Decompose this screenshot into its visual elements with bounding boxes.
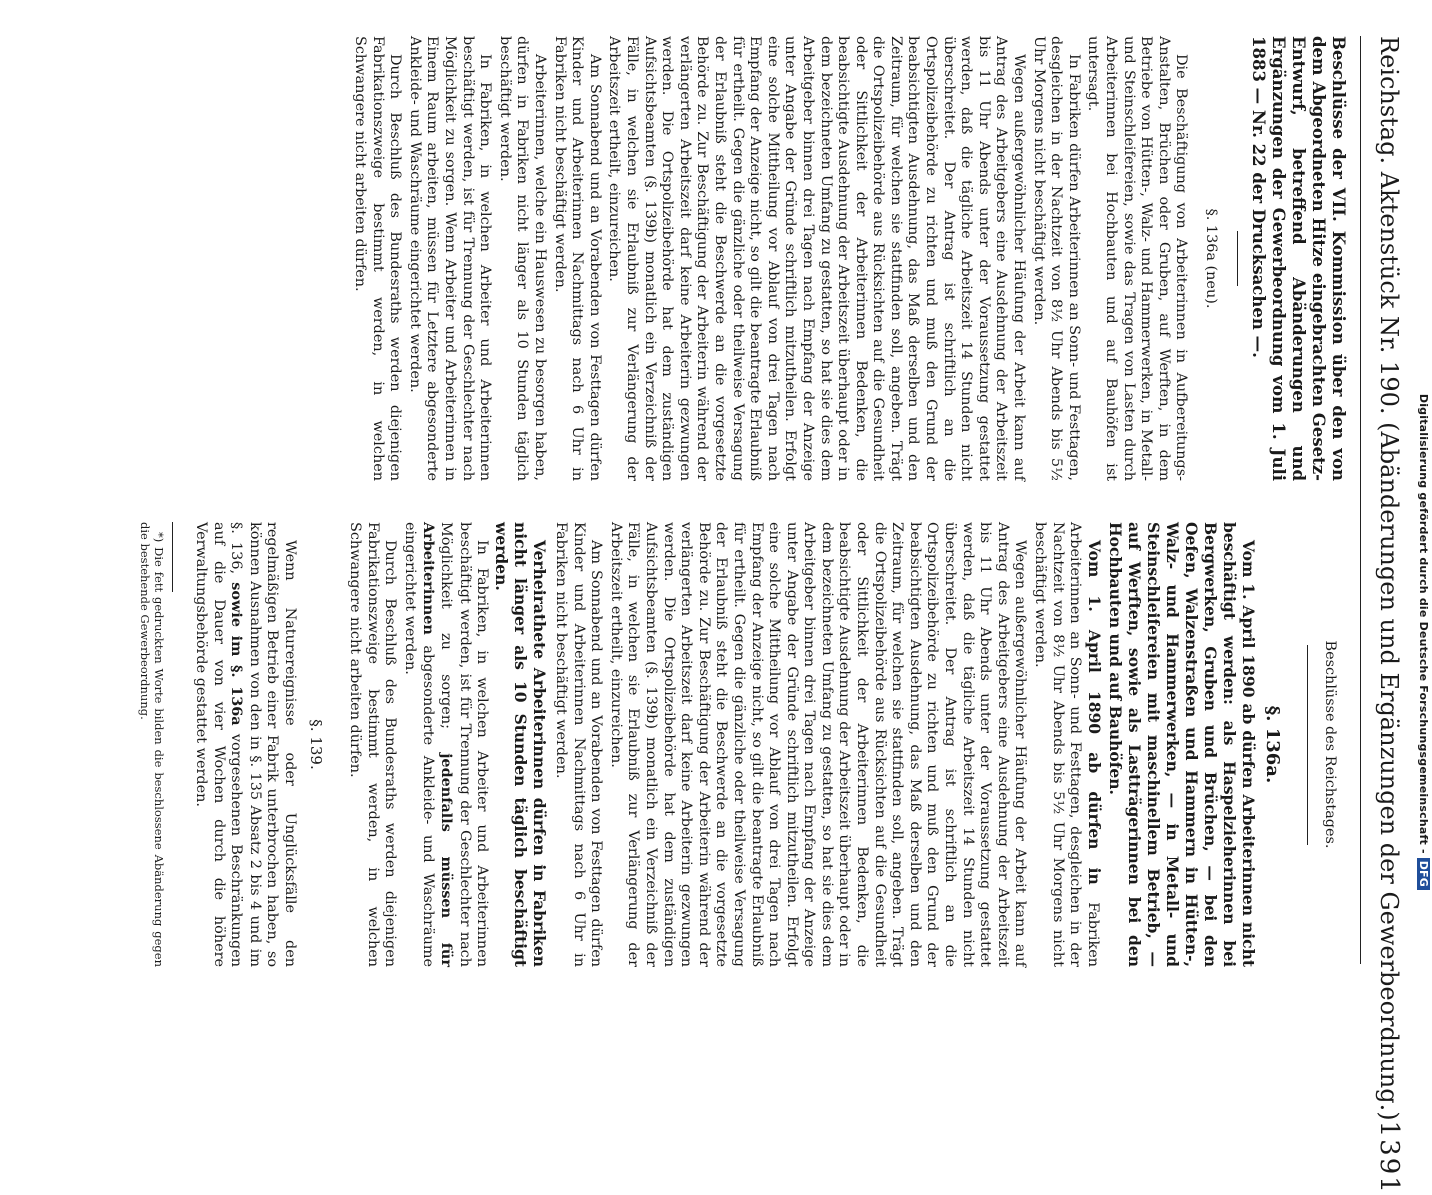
paragraph: Am Sonnabend und an Vorabenden von Festtagen dürfen Kinder und Arbeiterinnen Nachmittags nach 6 Uhr in Fabriken nicht beschäftigt werden. (551, 36, 603, 481)
digitization-text: Digitalisierung gefördert durch die Deutsche Forschungsgemeinschaft - (1417, 393, 1430, 854)
header-title: Reichstag. Aktenstück Nr. 190. (Abänderungen und Ergänzungen der Gewerbeordnung.) (1375, 36, 1403, 1121)
paragraph (1030, 522, 1103, 967)
dfg-badge: DFG (1417, 858, 1430, 890)
page-header (1364, 36, 1404, 1195)
paragraph: Wegen außergewöhnlicher Häufung der Arbeit kann auf Antrag des Arbeitgebers eine Ausdehnung der Arbeitszeit bis 11 Uhr Abends unter der Voraussetzung gestattet werden, daß die tägliche Arbeitszeit 14 Stunden nicht überschreitet. Der Antrag ist schriftlich an die Ortspolizeibehörde zu richten und muß den Grund der beabsichtigten Ausdehnung, das Maß derselben und den Zeitraum, für welchen sie stattfinden soll, angeben. Trägt die Ortspolizeibehörde aus Rücksichten auf die Gesundheit oder Sittlichkeit der Arbeiterinnen Bedenken, die beabsichtigte Ausdehnung der Arbeitszeit überhaupt oder in dem bezeichneten Umfang zu gestatten, so hat sie dies dem Arbeitgeber binnen drei Tagen nach Empfang der Anzeige unter Angabe der Gründe schriftlich mitzutheilen. Erfolgt eine solche Mittheilung vor Ablauf von drei Tagen nach Empfang der Anzeige nicht, so gilt die beantragte Erlaubniß für ertheilt. Gegen die gänzliche oder theilweise Versagung der Erlaubniß steht die Beschwerde an die vorgesetzte Behörde zu. Zur Beschäftigung der Arbeiterin während der verlängerten Arbeitszeit darf keine Arbeiterin gezwungen werden. Die Ortspolizeibehörde hat dem zuständigen Aufsichtsbeamten (§. 139b) monatlich ein Verzeichniß der Fälle, in welchen sie Erlaubniß zur Verlängerung der Arbeitszeit ertheilt, einzureichen. (606, 36, 1028, 481)
section-heading: §. 136a (neu). (1203, 208, 1219, 309)
paragraph-text: Fabriken Arbeiterinnen an Sonn- und Festtagen, desgleichen in der Nachtzeit von 8½ Uhr Abends bis 5½ Uhr Morgens nicht beschäftigt werden. (1032, 522, 1101, 967)
bold-phrase: jedenfalls müssen für Arbeiterinnen (419, 522, 456, 967)
paragraph: Durch Beschluß des Bundesraths werden diejenigen Fabrikationszweige bestimmt werden, in welchen Schwangere nicht arbeiten dürfen. (352, 36, 404, 481)
footnote: *) Die fett gedruckten Worte bilden die beschlossene Abänderung gegen die bestehende Gewerbeordnung. (138, 522, 167, 967)
paragraph-text: abgesonderte Ankleide- und Waschräume eingerichtet werden. (402, 522, 436, 968)
paragraph (400, 522, 490, 967)
header-rule (1360, 36, 1361, 964)
section-heading: §. 136a. (1262, 705, 1284, 784)
bold-phrase: Vom 1. April 1890 ab dürfen in (1084, 540, 1104, 885)
left-column (349, 36, 1349, 481)
paragraph: Die Beschäftigung von Arbeiterinnen in Aufbereitungs-Anstalten, Brüchen oder Gruben, auf Werften, in dem Betriebe von Hütten-, Walz- und Hammerwerken, in Metall- und Steinschleifereien, sowie das Tragen von Lasten durch Arbeiterinnen bei Hochbauten und auf Bauhöfen ist untersagt. (1085, 36, 1190, 481)
footnote-rule (173, 522, 174, 592)
reichstag-heading: Beschlüsse des Reichstages. (1322, 640, 1338, 849)
paragraph: In Fabriken, in welchen Arbeiter und Arbeiterinnen beschäftigt werden, ist für Trennung der Geschlechter nach Möglichkeit zu sorgen. Wenn Arbeiter und Arbeiterinnen in Einem Raum arbeiten, müssen für Letztere abgesonderte Ankleide- und Waschräume eingerichtet werden. (406, 36, 494, 481)
paragraph: Wegen außergewöhnlicher Häufung der Arbeit kann auf Antrag des Arbeitgebers eine Ausdehnung der Arbeitszeit bis 11 Uhr Abends unter der Voraussetzung gestattet werden, daß die tägliche Arbeitszeit 14 Stunden nicht überschreitet. Der Antrag ist schriftlich an die Ortspolizeibehörde zu richten und muß den Grund der beabsichtigten Ausdehnung, das Maß derselben und den Zeitraum, für welchen sie stattfinden soll, angeben. Trägt die Ortspolizeibehörde aus Rücksichten auf die Gesundheit oder Sittlichkeit der Arbeiterinnen Bedenken, die beabsichtigte Ausdehnung der Arbeitszeit überhaupt oder in dem bezeichneten Umfang zu gestatten, so hat sie dies dem Arbeitgeber binnen drei Tagen nach Empfang der Anzeige unter Angabe der Gründe schriftlich mitzutheilen. Erfolgt eine solche Mittheilung vor Ablauf von drei Tagen nach Empfang der Anzeige nicht, so gilt die beantragte Erlaubniß für ertheilt. Gegen die gänzliche oder theilweise Versagung der Erlaubniß steht die Beschwerde an die vorgesetzte Behörde zu. Zur Beschäftigung der Arbeiterin während der verlängerten Arbeitszeit darf keine Arbeiterin gezwungen werden. Die Ortspolizeibehörde hat dem zuständigen Aufsichtsbeamten (§. 139b) monatlich ein Verzeichniß der Fälle, in welchen sie Erlaubniß zur Verlängerung der Arbeitszeit ertheilt, einzureichen. (607, 522, 1029, 967)
bold-phrase: sowie im §. 136a (228, 582, 246, 726)
paragraph-text: In Fabriken, in welchen Arbeiter und Arbeiterinnen beschäftigt werden, ist für Trennung der Geschlechter nach Möglichkeit zu sorgen; (438, 522, 491, 967)
page-number: 1391 (1374, 1120, 1404, 1195)
paragraph: In Fabriken dürfen Arbeiterinnen an Sonn- und Festtagen, desgleichen in der Nachtzeit von 8½ Uhr Abends bis 5½ Uhr Morgens nicht beschäftigt werden. (1030, 36, 1082, 481)
divider (1237, 231, 1238, 286)
digitization-text-wrap (1414, 10, 1430, 890)
right-column (139, 522, 1349, 967)
divider (1307, 645, 1308, 845)
paragraph-bold: Vom 1. April 1890 ab dürfen Arbeiterinnen nicht beschäftigt werden: als Haspelzieherinnen bei Bergwerken, Gruben und Brüchen, — bei den Oefen, Walzenstraßen und Hammern in Hütten-, Walz- und Hammerwerken, — in Metall- und Steinschleifereien mit maschinellem Betrieb, — auf Werften, sowie als Lastträgerinnen bei den Hochbauten und auf Bauhöfen. (1105, 522, 1258, 967)
paragraph: Arbeiterinnen, welche ein Hauswesen zu besorgen haben, dürfen in Fabriken nicht länger als 10 Stunden täglich beschäftigt werden. (496, 36, 549, 481)
paragraph: Am Sonnabend und an Vorabenden von Festtagen dürfen Kinder und Arbeiterinnen Nachmittags nach 6 Uhr in Fabriken nicht beschäftigt werden. (553, 522, 605, 967)
commission-title: Beschlüsse der VII. Kommission über den von dem Abgeordneten Hitze eingebrachten Gesetz-Entwurf, betreffend Abänderungen und Ergänzungen der Gewerbeordnung vom 1. Juli 1883 — Nr. 22 der Drucksachen —. (1249, 36, 1348, 481)
digitization-note (1414, 10, 1430, 890)
paragraph-bold: Verheirathete Arbeiterinnen dürfen in Fabriken nicht länger als 10 Stunden täglich beschäftigt werden. (492, 522, 550, 967)
section-heading: §. 139. (306, 719, 325, 770)
paragraph-text: Wenn Naturereignisse oder Unglücksfälle den regelmäßigen Betrieb einer Fabrik unterbrochen haben, so können Ausnahmen von den in §. 135 Absatz 2 bis 4 und im §. 136, (228, 522, 299, 967)
paragraph: Durch Beschluß des Bundesraths werden diejenigen Fabrikationszweige bestimmt werden, in welchen Schwangere nicht arbeiten dürfen. (347, 522, 399, 967)
paragraph-text: vorgesehenen Beschränkungen auf die Dauer von vier Wochen durch die höhere Verwaltungsbehörde gestattet werden. (193, 522, 245, 967)
paragraph (192, 522, 299, 967)
